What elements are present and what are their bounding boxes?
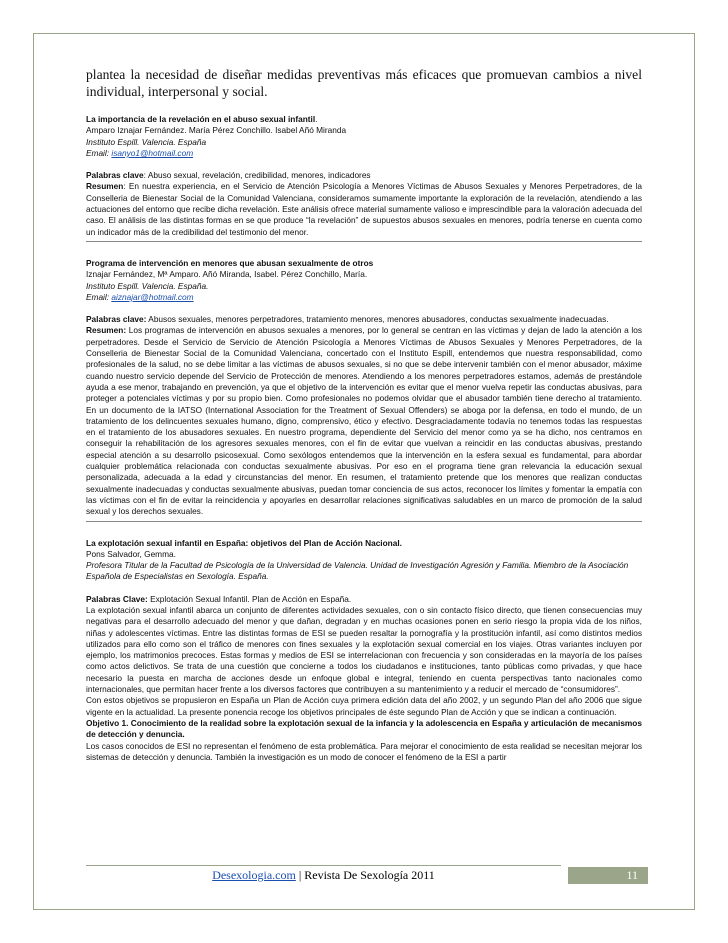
article-institution: Instituto Espill. Valencia. España. [86, 280, 209, 291]
intro-paragraph: plantea la necesidad de diseñar medidas preventivas más eficaces que promuevan cambios a nivel individual, interpersonal y social. [86, 67, 642, 99]
article-body: Los casos conocidos de ESI no representan el fenómeno de esta problemática. Para mejorar el conocimiento de esta realidad se necesitan mejorar los sistemas de detección y denuncia. También la investigación es un modo de conocer el fenómeno de la ESI a partir [86, 740, 642, 762]
article-explotacion-sexual [86, 538, 642, 764]
article-body: La explotación sexual infantil abarca un conjunto de diferentes actividades sexuales, con o sin contacto físico directo, que tienen consecuencias muy negativas para el desarrollo adecuado del menor y que dañan, degradan y en muchas ocasiones ponen en serio riesgo la propia vida de los niños, niñas y adolescentes víctimas. Entre las distintas formas de ESI se pueden resaltar la pornografía y la prostitución infantil, así como distintos medios utilizados para ello como son el tráfico de menores con fines sexuales y la explotación sexual comercial en los viajes. Otras variantes incluyen por ejemplo, los matrimonios precoces. Estas formas y medios de ESI se interrelacionan con frecuencia y son consideradas en la mayoría de los países como actos delictivos. Se trata de una cuestión que concierne a todos los ciudadanos e instituciones, tanto públicas como privadas, y que hace necesario la puesta en marcha de acciones desde un enfoque global e integral, teniendo en cuenta perspectivas tanto nacionales como internacionales, que permitan hacer frente a los diversos factores que contribuyen a su mantenimiento y a reducir el mercado de “consumidores”. [86, 604, 642, 695]
article-institution: Instituto Espill. Valencia. España [86, 136, 207, 147]
article-email: Email: isanyo1@hotmail.com [86, 147, 194, 158]
footer-journal: Revista De Sexología 2011 [304, 868, 435, 882]
article-authors: Iznajar Fernández, Mª Amparo. Añó Miranda, Isabel. Pérez Conchillo, María. [86, 269, 368, 280]
page-footer [86, 865, 648, 883]
article-keywords: Palabras Clave: Explotación Sexual Infantil. Plan de Acción en España. [86, 593, 352, 604]
article-keywords: Palabras clave: Abusos sexuales, menores perpetradores, tratamiento menores, menores abusadores, conductas sexualmente inadecuadas. [86, 314, 609, 325]
article-keywords: Palabras clave: Abuso sexual, revelación, credibilidad, menores, indicadores [86, 170, 371, 181]
article-authors: Amparo Iznajar Fernández. María Pérez Conchillo. Isabel Añó Miranda [86, 125, 347, 136]
article-email: Email: aiznajar@hotmail.com [86, 291, 194, 302]
article-revelacion [86, 114, 642, 242]
article-title: La explotación sexual infantil en España: objetivos del Plan de Acción Nacional. [86, 537, 402, 548]
article-objective: Objetivo 1. Conocimiento de la realidad sobre la explotación sexual de la infancia y la adolescencia en España y articulación de mecanismos de detección y denuncia. [86, 717, 642, 740]
email-link[interactable]: aiznajar@hotmail.com [111, 291, 194, 302]
article-programa-intervencion [86, 258, 642, 522]
footer-credit: Desexologia.com | Revista De Sexología 2011 [86, 865, 561, 884]
article-affiliation: Profesora Titular de la Facultad de Psicología de la Universidad de Valencia. Unidad de Investigación Agresión y Familia. Miembro de la Asociación Española de Especialistas en Sexología. España. [86, 560, 629, 582]
article-authors: Pons Salvador, Gemma. [86, 548, 176, 559]
article-body: Con estos objetivos se propusieron en España un Plan de Acción cuya primera edición data del año 2002, y un segundo Plan del año 2006 que sigue vigente en la actualidad. La presente ponencia recoge los objetivos principales de éste segundo Plan de Acción y que se indican a continuación. [86, 695, 642, 717]
footer-site-link[interactable]: Desexologia.com [212, 868, 296, 882]
page-content [86, 66, 642, 763]
email-link[interactable]: isanyo1@hotmail.com [111, 147, 194, 158]
article-title: Programa de intervención en menores que abusan sexualmente de otros [86, 257, 374, 268]
page-number: 11 [568, 867, 648, 884]
article-abstract: Resumen: En nuestra experiencia, en el Servicio de Atención Psicología a Menores Víctimas de Abusos Sexuales y Menores Perpetradores, de la Conselleria de Bienestar Social de la Comunidad Valenciana, consideramos sumamente importante la exploración de la revelación, atendiendo a las actuaciones del entorno que recibe dicha revelación. Este análisis ofrece material sumamente valioso e imprescindible para la valoración adecuada del caso. El análisis de las distintas formas en se que produce “la revelación” de supuestos abusos sexuales en menores, podría tenerse en cuenta como un indicador más de la credibilidad del testimonio del menor. [86, 181, 642, 237]
article-abstract: Resumen: Los programas de intervención en abusos sexuales a menores, por lo general se centran en las víctimas y dejan de lado la atención a los perpetradores. Desde el Servicio de Servicio de Atención Psicología a Menores Víctimas de Abusos Sexuales y Menores Perpetradores, de la Conselleria de Bienestar Social de la Comunidad Valenciana, concertado con el Instituto Espill, entendemos que nuestra responsabilidad, como profesionales de la salud, no se debe limitar a las víctimas de abusos sexuales, si no que se debe intervenir también con el menor abusador, máxime cuando nuestro servicio depende del Servicio de Protección de menores. Atendiendo a los menores perpetradores estamos, además de prestándole ayuda a ese menor, trabajando en prevención, ya que el objetivo de la intervención es evitar que el menor vuelva repetir las conductas abusivas, para proteger a potenciales víctimas y por su propio bien. Como profesionales no podemos olvidar que el abusador también tiene derecho al tratamiento. En un documento de la IATSO (International Association for the Treatment of Sexual Offenders) se aboga por la defensa, en todo el mundo, de un tratamiento de los delincuentes sexuales humano, digno, comprensivo, ético y efectivo. Desgraciadamente todavía no tenemos todas las respuestas en el tratamiento de los abusadores sexuales. En nuestro programa, dependiente del Servicio del menor como ya se ha dicho, nos centramos en conseguir la rehabilitación de los agresores sexuales menores, con el fin de evitar que vuelvan a reincidir en las conductas abusivas, prestando especial atención a su desarrollo psicosexual. Como sexólogos entendemos que la intervención en la esfera sexual es fundamental, para abordar cualquier problemática relacionada con conductas sexualmente abusivas. Por eso en el programa tiene gran relevancia la educación sexual personalizada, adecuada a la edad y circunstancias del menor. En resumen, el tratamiento pretende que los menores que realizan conductas sexualmente inadecuadas y conductas sexualmente abusivas, puedan tomar conciencia de sus actos, reconocer los límites y fomentar la empatía con las víctimas con el fin de evitar la reincidencia y apoyarles en desarrollar relaciones significativas saludables en un marco de promoción de la salud sexual y los derechos sexuales. [86, 325, 642, 517]
article-title: La importancia de la revelación en el abuso sexual infantil. [86, 114, 318, 124]
